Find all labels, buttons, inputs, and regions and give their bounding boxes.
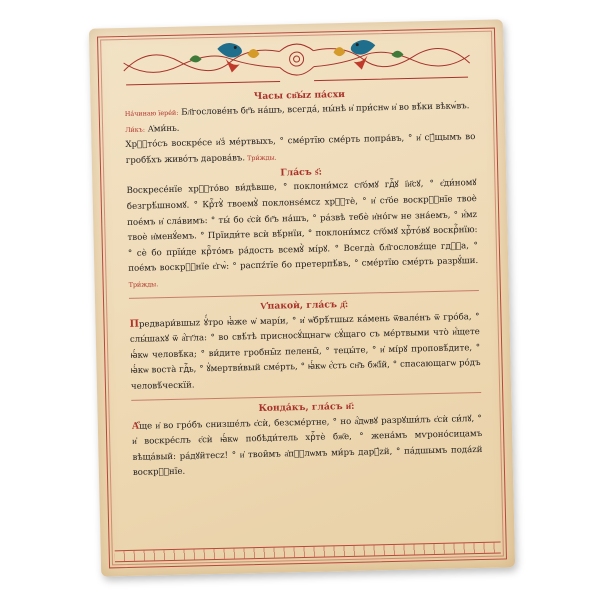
ypakoi-text: редвари́вшыz ꙋ҆́тро ꙗ҆̀же ѡ҆ марі́и, ° и҆ ѡ҆брѣ́тшыz ка́мень ѿвале́нъ ѿ гро́ба, ° слы́шахꙋ ѿ а҆́гг҃ла: ° во свѣ́тѣ присносꙋ́щнагѡ сꙋ́щаго съ ме́ртвыми что̀ и҆́щете ꙗ҆́кѡ человѣ́ка; ° ви́дите гробны̑z пелены̑, ° тецы́те, ° и҆ мі́рꙋ проповѣ́дите, ° ꙗ҆́кѡ воста̀ гдⷭ҇ь, ° ꙋ҆мертви́вый сме́рть, ° ꙗ҆́кѡ є҆́сть сн҃ъ бж҃їй, ° спасающагѡ ро́дъ человѣ́ческїй. bbox=[129, 311, 481, 392]
ypakoi-verse bbox=[129, 309, 481, 396]
page-title: Часы св҃ы́z па́схи bbox=[253, 88, 346, 103]
opening-text: Бл҃гослове́нъ бг҃ъ на́шъ, всегда́, ны́нѣ и҆ при́снѡ и҆ во вѣ́ки вѣкѡ́въ. bbox=[178, 101, 470, 118]
opening-rubric: На́чинаю їере́й: bbox=[124, 108, 179, 118]
glas6-title: Гла́съ ѕ҃: bbox=[280, 166, 323, 179]
prayer-text bbox=[124, 84, 483, 482]
response-rubric: Ли́къ: bbox=[125, 125, 146, 134]
kontakion-verse bbox=[132, 410, 483, 481]
troparion-text: Хрⷭ҇то́съ воскре́се и҆з̾ ме́ртвыхъ, ° сме́ртїю сме́рть попра́въ, ° и҆ сꙋ́щымъ во гробѣ́хъ живо́тъ дарова́въ. bbox=[125, 132, 476, 166]
glas6-text: Воскресе́нїе хрⷭ҇то́во ви́дѣвше, ° поклони́мсz ст҃о́мꙋ гдⷭ҇ꙋ і҆и҃сꙋ, ° є҆ди́номꙋ безгрѣ́шномꙋ. ° Крⷭ҇тꙋ̀ твоемꙋ̀ поклонsе́мсz хрⷭ҇тѐ, ° и҆ ст҃о́е воскрⷭ҇нїе твоѐ пое́мъ и҆ сла́вимъ: ° ты́ бо є҆сѝ бг҃ъ на́шъ, ° ра́звѣ тебѐ и҆но́гѡ не зна́емъ, ° и҆́мz твоѐ и҆менꙋ́емъ. ° Прїиди́те всѝ вѣ́рнїи, ° поклони́мсz ст҃о́мꙋ хрⷭ҇то́вꙋ воскрⷭ҇нїю: ° сѐ бо прїи́де крⷭ҇то́мъ ра́дость всемꙋ̀ мі́рꙋ. ° Всегда̀ бл҃гословźще гдⷭ҇а, ° пое́мъ воскрⷭ҇нїе є҆гѡ̀: ° распźтїе бо претерпѣ́въ, ° сме́ртїю сме́рть разрꙋ́ши. bbox=[126, 178, 479, 275]
ypakoi-initial: П bbox=[129, 318, 140, 330]
troparion-rubric: Три́жды. bbox=[245, 153, 277, 163]
prayer-card bbox=[89, 19, 515, 576]
kontakion-initial: А҆ bbox=[131, 420, 140, 432]
kontakion-text: ́ще и҆ во гро́бъ снизше́лъ є҆сѝ, безсме́ртне, ° но а҆́дѡвꙋ разрꙋши́лъ є҆сѝ си́лꙋ, ° и҆ воскре́слъ є҆сѝ ꙗ҆́кѡ побѣди́тель хрⷭ҇тѐ бж҃е, ° жена́мъ мѵроно́сицамъ вѣща́вый: ра́дꙋйтесz! ° и҆ твои̑мъ а҆пⷭ҇лѡмъ ми́ръ дарꙋ́zй, ° па́дшымъ пода́zй воскрⷭ҇нїе. bbox=[132, 413, 483, 479]
kontakion-title: Конда́къ, гла́съ и҃: bbox=[258, 400, 355, 414]
ypakoi-title: Ѵ҆пакоѝ, гла́съ д҃: bbox=[259, 298, 349, 312]
glas6-verse bbox=[126, 176, 478, 293]
header-ornament-icon bbox=[119, 33, 474, 87]
response-text: А҆ми́нь. bbox=[144, 123, 180, 135]
glas6-rubric: Три́жды. bbox=[128, 280, 159, 289]
